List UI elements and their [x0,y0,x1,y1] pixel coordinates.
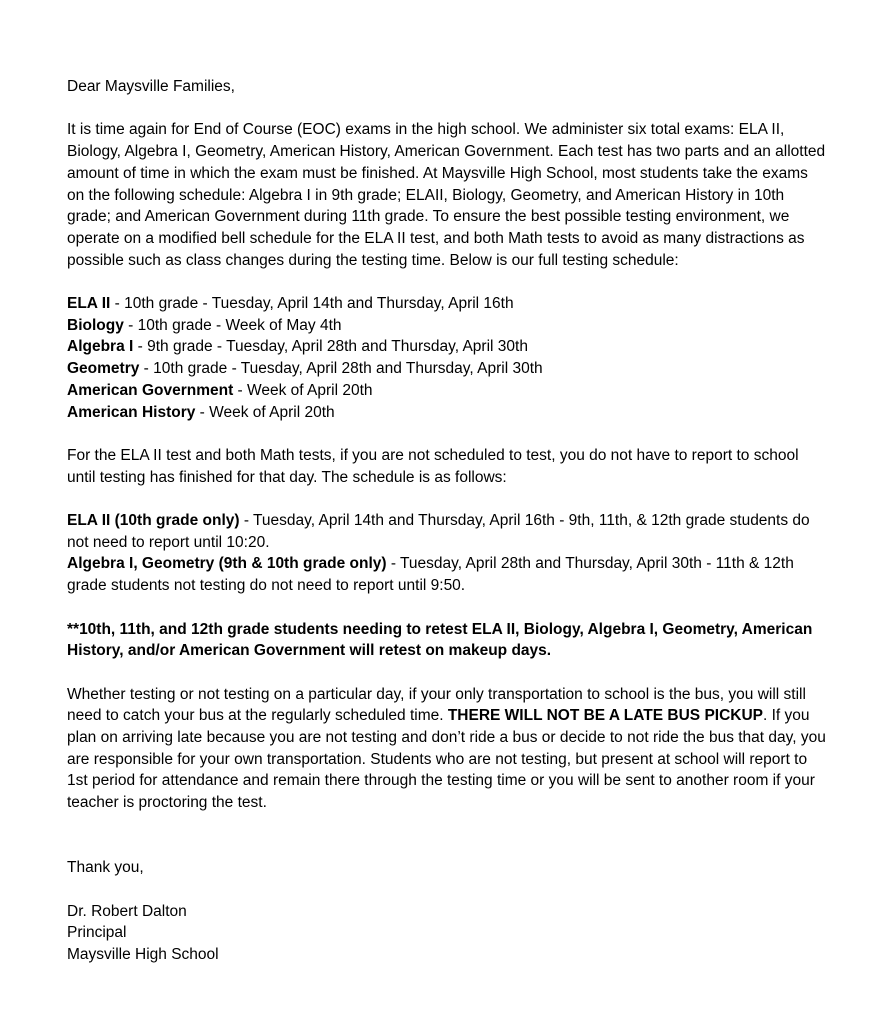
schedule-detail: - 10th grade - Tuesday, April 28th and Thursday, April 30th [139,360,543,378]
report-subject: Algebra I, Geometry (9th & 10th grade only) [67,555,387,573]
greeting: Dear Maysville Families, [67,78,235,95]
signature-name: Dr. Robert Dalton [67,902,187,920]
schedule-subject: American Government [67,381,234,399]
schedule-item-geometry [67,358,827,380]
schedule-detail: - Week of April 20th [233,381,373,399]
transport-text-2: . If you plan on arriving late because you are not testing and don’t ride a bus or decide to not ride the bus that day, you are responsible for your own transportation. Students who are not testing, but present at school will report to 1st period for attendance and remain there through the testing time or you will be sent to another room if your teacher is proctoring the test. [67,707,826,812]
schedule-detail: - Week of April 20th [195,403,335,421]
schedule-item-algebra [67,336,827,358]
schedule-item-american-government [67,380,827,402]
schedule-detail: - 9th grade - Tuesday, April 28th and Thursday, April 30th [133,338,528,356]
schedule-subject: ELA II [67,295,111,312]
signature-title: Principal [67,924,127,942]
letter-body [67,76,827,966]
report-intro-paragraph: For the ELA II test and both Math tests, if you are not scheduled to test, you do not have to report to school until testing has finished for that day. The schedule is as follows: [67,446,799,486]
schedule-item-biology [67,315,827,337]
report-detail: - Tuesday, April 14th and Thursday, April 16th - 9th, 11th, & 12th grade students do not need to report until 10:20. [67,512,810,551]
schedule-detail: - 10th grade - Tuesday, April 14th and Thursday, April 16th [110,295,514,312]
schedule-item-ela [67,293,827,315]
schedule-subject: American History [67,403,196,421]
report-item-math [67,553,827,596]
schedule-subject: Geometry [67,360,140,378]
transport-paragraph [67,684,827,814]
closing: Thank you, [67,859,144,877]
schedule-detail: - 10th grade - Week of May 4th [123,316,342,334]
intro-paragraph: It is time again for End of Course (EOC) exams in the high school. We administer six total exams: ELA II, Biology, Algebra I, Geometry, American History, American Government. Each test has two parts and an allotted amount of time in which the exam must be finished. At Maysville High School, most students take the exams on the following schedule: Algebra I in 9th grade; ELAII, Biology, Geometry, and American History in 10th grade; and American Government during 11th grade. To ensure the best possible testing environment, we operate on a modified bell schedule for the ELA II test, and both Math tests to avoid as many distractions as possible such as class changes during the testing time. Below is our full testing schedule: [67,121,826,269]
spacer [67,836,827,858]
testing-schedule-list [67,293,827,423]
retest-note [67,619,827,662]
signature-school: Maysville High School [67,945,219,963]
report-schedule-list [67,510,827,597]
transport-text-1: Whether testing or not testing on a particular day, if your only transportation to school is the bus, you will still need to catch your bus at the regularly scheduled time. [67,685,806,725]
schedule-item-american-history [67,402,827,424]
report-detail: - Tuesday, April 28th and Thursday, April 30th - 11th & 12th grade students not testing do not need to report until 9:50. [67,555,794,595]
schedule-subject: Algebra I [67,338,134,356]
report-subject: ELA II (10th grade only) [67,512,240,529]
retest-note-text: **10th, 11th, and 12th grade students needing to retest ELA II, Biology, Algebra I, Geometry, American History, and/or American Government will retest on makeup days. [67,620,813,660]
report-item-ela [67,510,827,553]
schedule-subject: Biology [67,316,124,334]
signature-block [67,901,827,966]
late-bus-warning: THERE WILL NOT BE A LATE BUS PICKUP [447,707,764,725]
